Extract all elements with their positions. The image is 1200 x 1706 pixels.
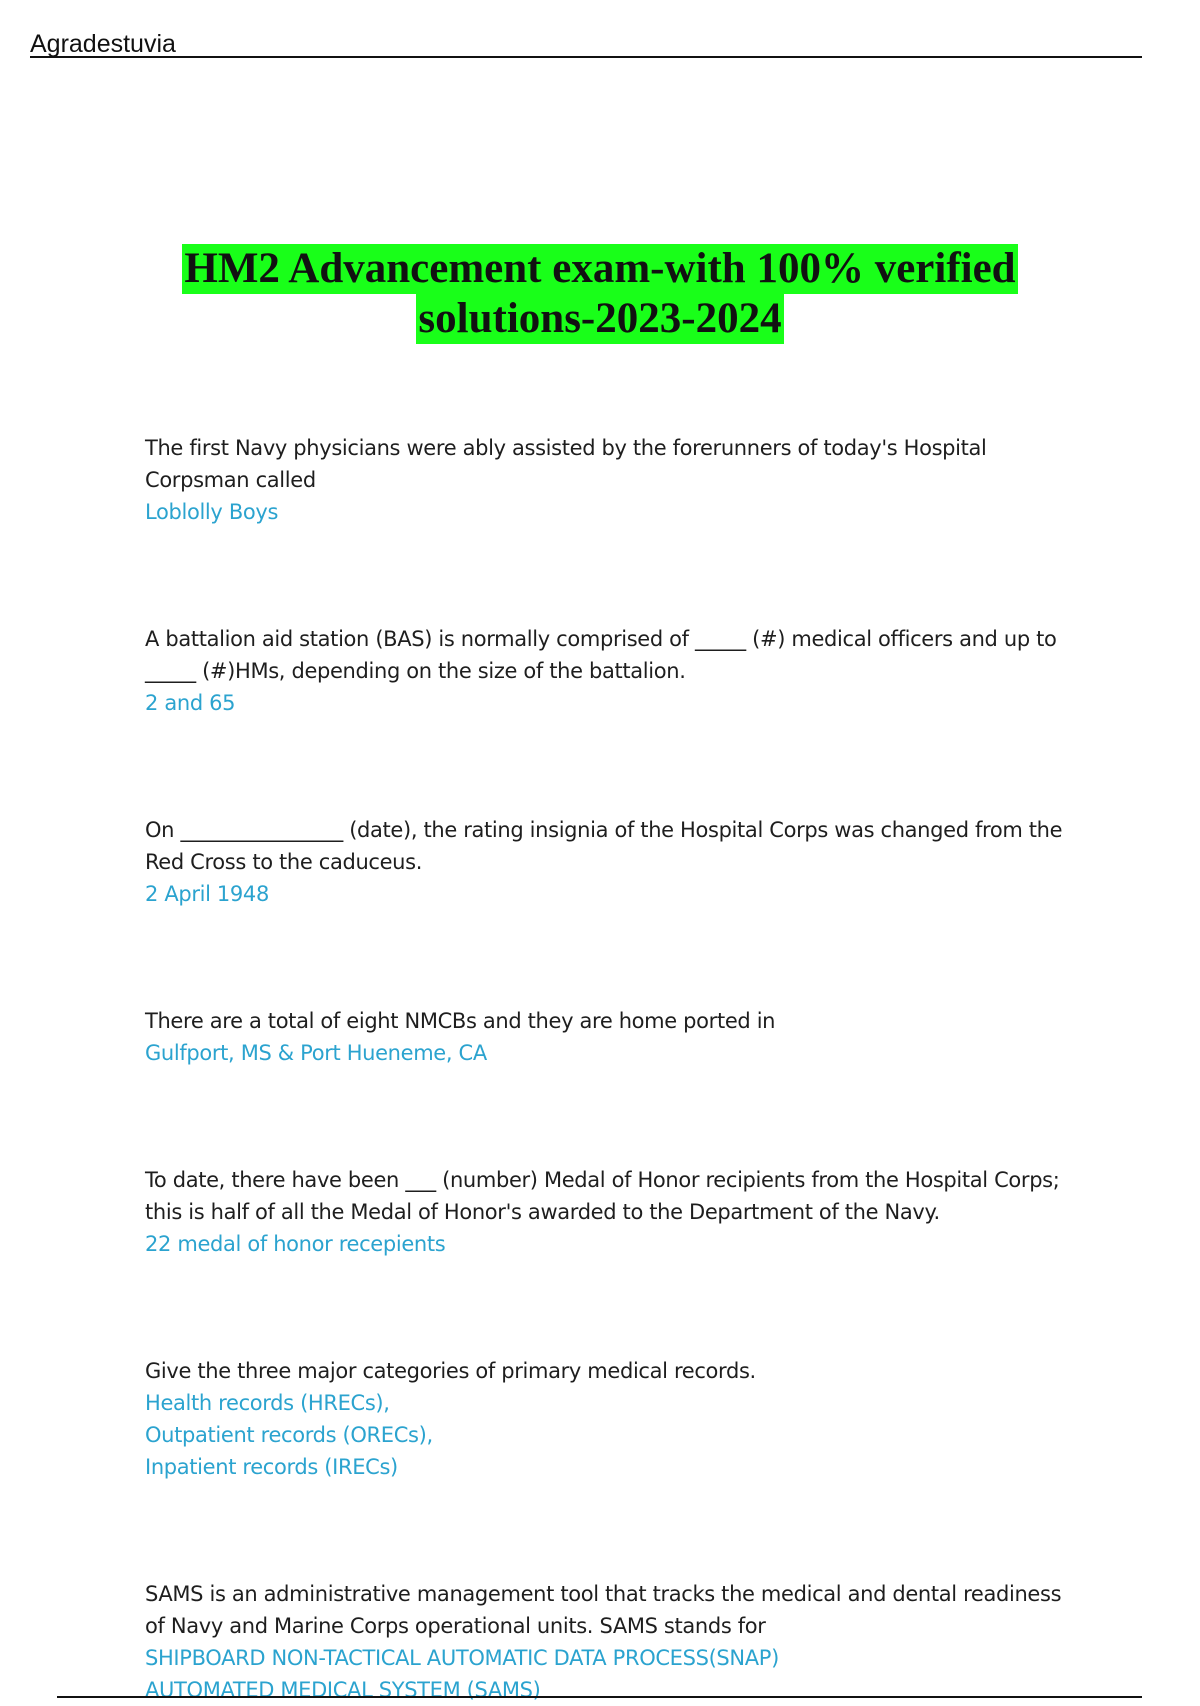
answer-text bbox=[145, 1387, 1085, 1483]
question-text: There are a total of eight NMCBs and they are home ported in bbox=[145, 1009, 776, 1033]
document-title bbox=[60, 244, 1140, 344]
question-text: SAMS is an administrative management tool that tracks the medical and dental readiness of Navy and Marine Corps operational units. SAMS stands for bbox=[145, 1582, 1062, 1638]
qa-item bbox=[145, 1578, 1085, 1706]
brand-name: Agradestuvia bbox=[30, 30, 176, 58]
answer-line: Inpatient records (IRECs) bbox=[145, 1455, 398, 1479]
answer-text bbox=[145, 1228, 1085, 1260]
qa-item bbox=[145, 432, 1085, 528]
question-text: A battalion aid station (BAS) is normally comprised of _____ (#) medical officers and up to _____ (#)HMs, depending on the size of the battalion. bbox=[145, 627, 1057, 683]
answer-line: SHIPBOARD NON-TACTICAL AUTOMATIC DATA PROCESS(SNAP) bbox=[145, 1646, 779, 1670]
qa-item bbox=[145, 1005, 1085, 1069]
answer-line: 2 and 65 bbox=[145, 691, 236, 715]
qa-item bbox=[145, 1164, 1085, 1260]
question-text: Give the three major categories of primary medical records. bbox=[145, 1359, 756, 1383]
answer-line: 2 April 1948 bbox=[145, 882, 269, 906]
qa-item bbox=[145, 623, 1085, 719]
answer-text bbox=[145, 687, 1085, 719]
answer-text bbox=[145, 878, 1085, 910]
footer-divider bbox=[57, 1696, 1142, 1698]
title-line-1: HM2 Advancement exam-with 100% verified bbox=[184, 245, 1016, 292]
answer-line: 22 medal of honor recepients bbox=[145, 1232, 446, 1256]
answer-line: Outpatient records (ORECs), bbox=[145, 1423, 433, 1447]
title-line-2: solutions-2023-2024 bbox=[418, 295, 782, 342]
question-answer-list bbox=[145, 432, 1085, 1706]
answer-text bbox=[145, 1037, 1085, 1069]
answer-line: Gulfport, MS & Port Hueneme, CA bbox=[145, 1041, 487, 1065]
answer-line: Loblolly Boys bbox=[145, 500, 279, 524]
question-text: The first Navy physicians were ably assisted by the forerunners of today's Hospital Corpsman called bbox=[145, 436, 987, 492]
question-text: On ________________ (date), the rating insignia of the Hospital Corps was changed from the Red Cross to the caduceus. bbox=[145, 818, 1063, 874]
page-header bbox=[30, 26, 1142, 58]
question-text: To date, there have been ___ (number) Medal of Honor recipients from the Hospital Corps; this is half of all the Medal of Honor's awarded to the Department of the Navy. bbox=[145, 1168, 1060, 1224]
answer-text bbox=[145, 496, 1085, 528]
qa-item bbox=[145, 814, 1085, 910]
answer-line: AUTOMATED MEDICAL SYSTEM (SAMS) bbox=[145, 1678, 541, 1702]
answer-line: Health records (HRECs), bbox=[145, 1391, 390, 1415]
qa-item bbox=[145, 1355, 1085, 1483]
